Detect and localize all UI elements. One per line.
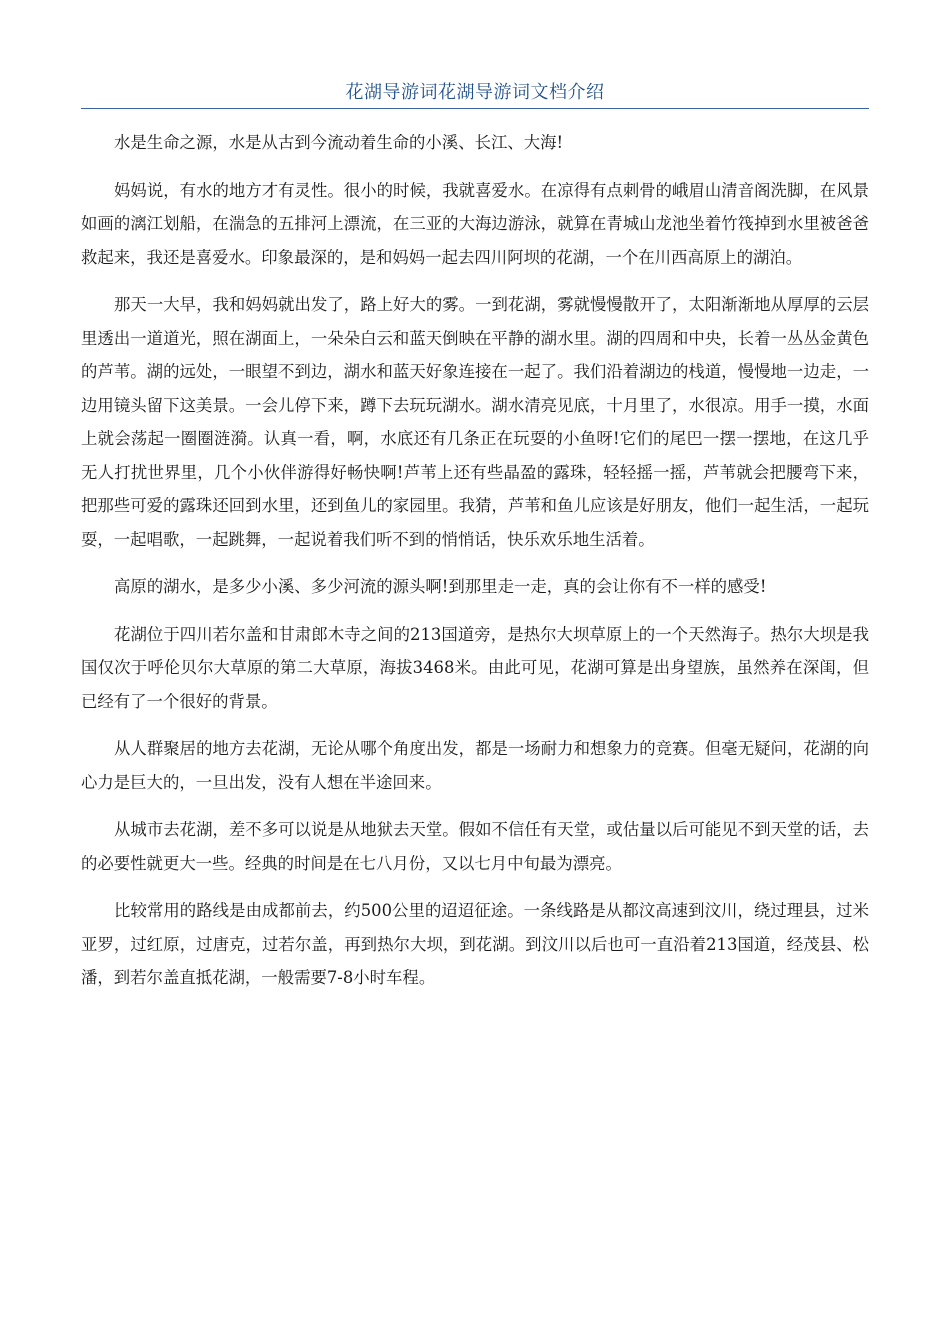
paragraph: 那天一大早，我和妈妈就出发了，路上好大的雾。一到花湖，雾就慢慢散开了，太阳渐渐地从厚厚的云层里透出一道道光，照在湖面上，一朵朵白云和蓝天倒映在平静的湖水里。湖的四周和中央，长着一丛丛金黄色的芦苇。湖的远处，一眼望不到边，湖水和蓝天好象连接在一起了。我们沿着湖边的栈道，慢慢地一边走，一边用镜头留下这美景。一会儿停下来，蹲下去玩玩湖水。湖水清亮见底，十月里了，水很凉。用手一摸，水面上就会荡起一圈圈涟漪。认真一看，啊，水底还有几条正在玩耍的小鱼呀!它们的尾巴一摆一摆地，在这几乎无人打扰世界里，几个小伙伴游得好畅快啊!芦苇上还有些晶盈的露珠，轻轻摇一摇，芦苇就会把腰弯下来，把那些可爱的露珠还回到水里，还到鱼儿的家园里。我猜，芦苇和鱼儿应该是好朋友，他们一起生活，一起玩耍，一起唱歌，一起跳舞，一起说着我们听不到的悄悄话，快乐欢乐地生活着。: [81, 295, 869, 549]
page-header: [81, 78, 869, 109]
paragraph: 从城市去花湖，差不多可以说是从地狱去天堂。假如不信任有天堂，或估量以后可能见不到天堂的话，去的必要性就更大一些。经典的时间是在七八月份，又以七月中旬最为漂亮。: [81, 820, 869, 873]
paragraph: 花湖位于四川若尔盖和甘肃郎木寺之间的213国道旁，是热尔大坝草原上的一个天然海子。热尔大坝是我国仅次于呼伦贝尔大草原的第二大草原，海拔3468米。由此可见，花湖可算是出身望族，虽然养在深闺，但已经有了一个很好的背景。: [81, 624, 869, 711]
paragraph: 妈妈说，有水的地方才有灵性。很小的时候，我就喜爱水。在凉得有点刺骨的峨眉山清音阁洗脚，在风景如画的漓江划船，在湍急的五排河上漂流，在三亚的大海边游泳，就算在青城山龙池坐着竹筏掉到水里被爸爸救起来，我还是喜爱水。印象最深的，是和妈妈一起去四川阿坝的花湖，一个在川西高原上的湖泊。: [81, 180, 869, 267]
paragraph: 从人群聚居的地方去花湖，无论从哪个角度出发，都是一场耐力和想象力的竞赛。但毫无疑问，花湖的向心力是巨大的，一旦出发，没有人想在半途回来。: [81, 739, 869, 792]
paragraph: 水是生命之源，水是从古到今流动着生命的小溪、长江、大海!: [114, 133, 564, 152]
paragraph: 比较常用的路线是由成都前去，约500公里的迢迢征途。一条线路是从都汶高速到汶川，绕过理县，过米亚罗，过红原，过唐克，过若尔盖，再到热尔大坝，到花湖。到汶川以后也可一直沿着213国道，经茂县、松潘，到若尔盖直抵花湖，一般需要7-8小时车程。: [81, 901, 869, 987]
paragraph: 高原的湖水，是多少小溪、多少河流的源头啊!到那里走一走，真的会让你有不一样的感受!: [114, 577, 767, 596]
document-title: 花湖导游词花湖导游词文档介绍: [345, 82, 605, 103]
document-body: [81, 126, 869, 1009]
